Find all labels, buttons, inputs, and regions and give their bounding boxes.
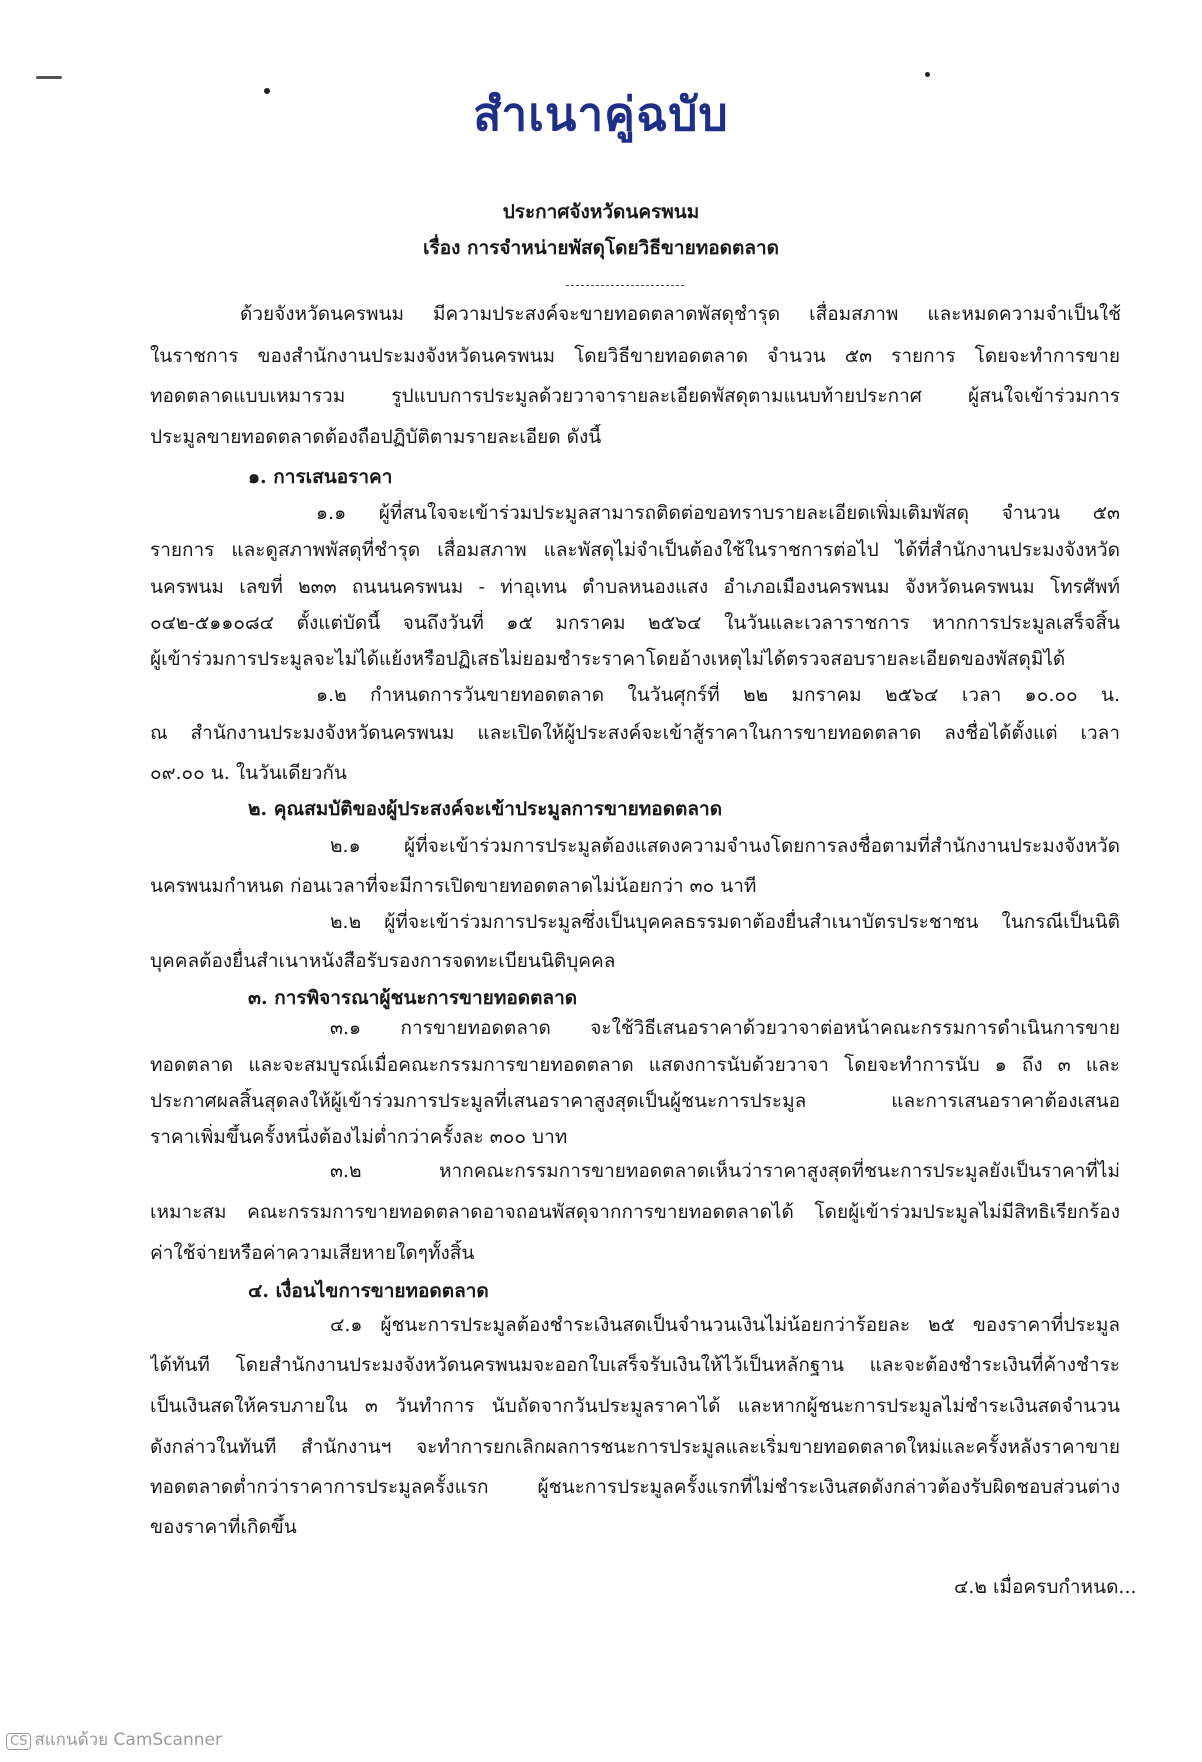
paragraph-line: ๔.๑ ผู้ชนะการประมูลต้องชำระเงินสดเป็นจำนวนเงินไม่น้อยกว่าร้อยละ ๒๕ ของราคาที่ประมูล <box>330 1314 1120 1336</box>
paragraph-line: ในราชการ ของสำนักงานประมงจังหวัดนครพนม โดยวิธีขายทอดตลาด จำนวน ๕๓ รายการ โดยจะทำการขาย <box>150 345 1120 367</box>
paragraph-line: บุคคลต้องยื่นสำเนาหนังสือรับรองการจดทะเบียนนิติบุคคล <box>150 950 616 972</box>
paragraph-line: ณ สำนักงานประมงจังหวัดนครพนม และเปิดให้ผู้ประสงค์จะเข้าสู้ราคาในการขายทอดตลาด ลงชื่อได้ตั้งแต่ เวลา <box>150 722 1120 744</box>
paragraph-line: ทอดตลาด และจะสมบูรณ์เมื่อคณะกรรมการขายทอดตลาด แสดงการนับด้วยวาจา โดยจะทำการนับ ๑ ถึง ๓ และ <box>150 1054 1120 1076</box>
camscanner-icon: CS <box>6 1733 31 1750</box>
paragraph-line: ได้ทันที โดยสำนักงานประมงจังหวัดนครพนมจะออกใบเสร็จรับเงินให้ไว้เป็นหลักฐาน และจะต้องชำระเงินที่ค้างชำระ <box>150 1354 1120 1376</box>
paragraph-line: ๓.๑ การขายทอดตลาด จะใช้วิธีเสนอราคาด้วยวาจาต่อหน้าคณะกรรมการดำเนินการขาย <box>330 1017 1120 1039</box>
scan-speck <box>925 72 930 77</box>
paragraph-line: นครพนม เลขที่ ๒๓๓ ถนนนครพนม - ท่าอุเทน ตำบลหนองแสง อำเภอเมืองนครพนม จังหวัดนครพนม โทรศัพท์ <box>150 576 1120 598</box>
paragraph-line: ของราคาที่เกิดขึ้น <box>150 1516 297 1538</box>
paragraph-line: ประกาศผลสิ้นสุดลงให้ผู้เข้าร่วมการประมูลที่เสนอราคาสูงสุดเป็นผู้ชนะการประมูล และการเสนอราคาต้องเสนอ <box>150 1090 1120 1112</box>
paragraph-line: ๐๔๒-๕๑๑๐๘๔ ตั้งแต่บัดนี้ จนถึงวันที่ ๑๕ มกราคม ๒๕๖๔ ในวันและเวลาราชการ หากการประมูลเสร็จสิ้น <box>150 612 1120 634</box>
paragraph-line: ๒.๒ ผู้ที่จะเข้าร่วมการประมูลซึ่งเป็นบุคคลธรรมดาต้องยื่นสำเนาบัตรประชาชน ในกรณีเป็นนิติ <box>330 911 1120 933</box>
paragraph-line: เหมาะสม คณะกรรมการขายทอดตลาดอาจถอนพัสดุจากการขายทอดตลาดได้ โดยผู้เข้าร่วมประมูลไม่มีสิทธิเรียกร้อง <box>150 1201 1120 1223</box>
paragraph-line: เป็นเงินสดให้ครบภายใน ๓ วันทำการ นับถัดจากวันประมูลราคาได้ และหากผู้ชนะการประมูลไม่ชำระเงินสดจำนวน <box>150 1395 1120 1417</box>
section-heading: ๔. เงื่อนไขการขายทอดตลาด <box>248 1280 489 1302</box>
section-heading: ๒. คุณสมบัติของผู้ประสงค์จะเข้าประมูลการขายทอดตลาด <box>248 798 723 820</box>
paragraph-line: ๐๙.๐๐ น. ในวันเดียวกัน <box>150 762 347 784</box>
paragraph-line: ทอดตลาดต่ำกว่าราคาการประมูลครั้งแรก ผู้ชนะการประมูลครั้งแรกที่ไม่ชำระเงินสดดังกล่าวต้องรับผิดชอบส่วนต่าง <box>150 1476 1120 1498</box>
paragraph-line: นครพนมกำหนด ก่อนเวลาที่จะมีการเปิดขายทอดตลาดไม่น้อยกว่า ๓๐ นาที <box>150 875 757 897</box>
paragraph-line: รายการ และดูสภาพพัสดุที่ชำรุด เสื่อมสภาพ และพัสดุไม่จำเป็นต้องใช้ในราชการต่อไป ได้ที่สำนักงานประมงจังหวัด <box>150 539 1120 561</box>
section-heading: ๑. การเสนอราคา <box>248 466 393 488</box>
document-title: ประกาศจังหวัดนครพนม <box>502 201 700 223</box>
paragraph-line: ๒.๑ ผู้ที่จะเข้าร่วมการประมูลต้องแสดงความจำนงโดยการลงชื่อตามที่สำนักงานประมงจังหวัด <box>330 835 1120 857</box>
paragraph-line: ประมูลขายทอดตลาดต้องถือปฏิบัติตามรายละเอียด ดังนี้ <box>150 426 602 448</box>
paragraph-line: ดังกล่าวในทันที สำนักงานฯ จะทำการยกเลิกผลการชนะการประมูลและเริ่มขายทอดตลาดใหม่และครั้งหลังราคาขาย <box>150 1436 1120 1458</box>
continuation-text: ๔.๒ เมื่อครบกำหนด... <box>954 1576 1137 1598</box>
copy-stamp: สำเนาคู่ฉบับ <box>473 87 729 141</box>
paragraph-line: ค่าใช้จ่ายหรือค่าความเสียหายใดๆทั้งสิ้น <box>150 1242 475 1264</box>
paragraph-line: ๑.๑ ผู้ที่สนใจจะเข้าร่วมประมูลสามารถติดต่อขอทราบรายละเอียดเพิ่มเติมพัสดุ จำนวน ๕๓ <box>316 502 1120 524</box>
paragraph-line: ทอดตลาดแบบเหมารวม รูปแบบการประมูลด้วยวาจารายละเอียดพัสดุตามแนบท้ายประกาศ ผู้สนใจเข้าร่วมการ <box>150 385 1120 407</box>
paragraph-line: ๑.๒ กำหนดการวันขายทอดตลาด ในวันศุกร์ที่ ๒๒ มกราคม ๒๕๖๔ เวลา ๑๐.๐๐ น. <box>316 684 1120 706</box>
paragraph-line: ๓.๒ หากคณะกรรมการขายทอดตลาดเห็นว่าราคาสูงสุดที่ชนะการประมูลยังเป็นราคาที่ไม่ <box>330 1160 1120 1182</box>
paragraph-line: ด้วยจังหวัดนครพนม มีความประสงค์จะขายทอดตลาดพัสดุชำรุด เสื่อมสภาพ และหมดความจำเป็นใช้ <box>240 303 1121 325</box>
camscanner-watermark <box>6 1726 222 1753</box>
document-subject: เรื่อง การจำหน่ายพัสดุโดยวิธีขายทอดตลาด <box>423 237 779 259</box>
section-heading: ๓. การพิจารณาผู้ชนะการขายทอดตลาด <box>248 987 578 1009</box>
paragraph-line: ผู้เข้าร่วมการประมูลจะไม่ได้แย้งหรือปฏิเสธไม่ยอมชำระราคาโดยอ้างเหตุไม่ได้ตรวจสอบรายละเอียดของพัสดุมิได้ <box>150 648 1066 670</box>
camscanner-label: สแกนด้วย CamScanner <box>34 1730 222 1750</box>
title-divider <box>566 285 684 286</box>
paragraph-line: ราคาเพิ่มขึ้นครั้งหนึ่งต้องไม่ต่ำกว่าครั้งละ ๓๐๐ บาท <box>150 1126 568 1148</box>
